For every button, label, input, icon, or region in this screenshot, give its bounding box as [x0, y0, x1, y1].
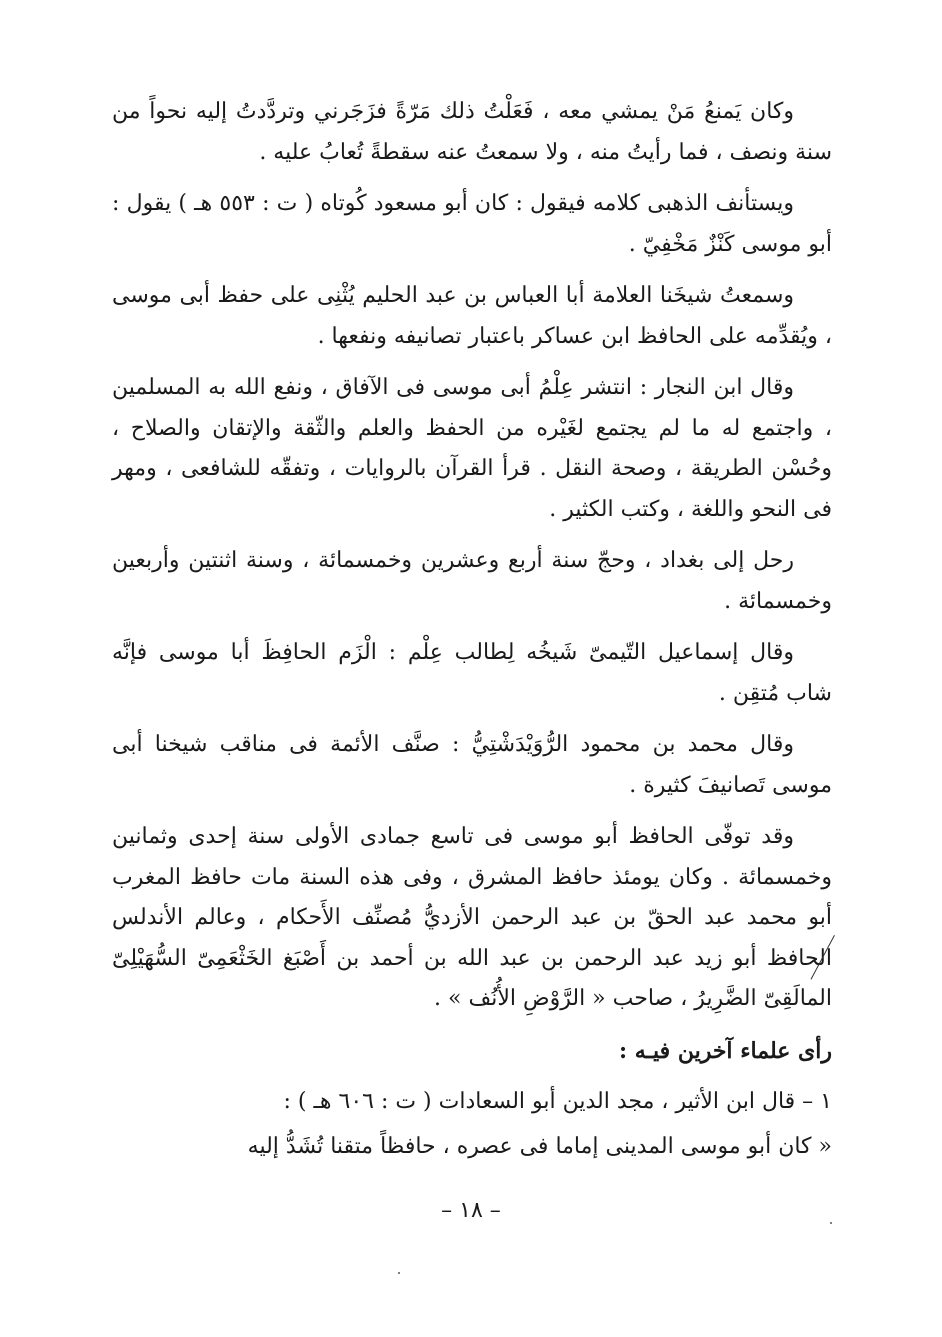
page-number: – ١٨ – [441, 1198, 501, 1223]
scan-speck [830, 1222, 832, 1224]
list-item-1: ١ – قال ابن الأثير ، مجد الدين أبو السعادات ( ت : ٦٠٦ هـ ) : [283, 1089, 832, 1114]
paragraph-2: ويستأنف الذهبى كلامه فيقول : كان أبو مسعود كُوتاه ( ت : ٥٥٣ هـ ) يقول : أبو موسى كَنْزٌ مَخْفِيّ . [112, 191, 832, 257]
paragraph-8: وقد توفّى الحافظ أبو موسى فى تاسع جمادى الأولى سنة إحدى وثمانين وخمسمائة . وكان يومئذ حافظ المشرق ، وفى هذه السنة مات حافظ المغرب أبو محمد عبد الحقّ بن عبد الرحمن الأزديُّ مُصنِّف الأَحكام ، وعالم الأندلس الحافظ أبو زيد عبد الرحمن بن عبد الله بن أحمد بن أَصْبَغ الخَثْعَمِىّ السُّهَيْلِىّ المالَقِىّ الضَّرِيرُ ، صاحب « الرَّوْضِ الأُنُف » . [112, 824, 832, 1011]
paragraph-4: وقال ابن النجار : انتشر عِلْمُ أبى موسى فى الآفاق ، ونفع الله به المسلمين ، واجتمع له ما لم يجتمع لغَيْره من الحفظ والعلم والثّقة والإتقان والصلاح ، وحُسْن الطريقة ، وصحة النقل . قرأ القرآن بالروايات ، وتفقّه للشافعى ، ومهر فى النحو واللغة ، وكتب الكثير . [112, 375, 832, 522]
paragraph-6: وقال إسماعيل التّيمىّ شَيخُه لِطالب عِلْم : الْزَم الحافِظَ أبا موسى فإنَّه شاب مُتقِن . [112, 640, 832, 706]
paragraph-1: وكان يَمنعُ مَنْ يمشي معه ، فَعَلْتُ ذلك مَرّةً فزَجَرني وتردَّدتُ إليه نحواً من سنة ونصف ، فما رأيتُ منه ، ولا سمعتُ عنه سقطةً تُعابُ عليه . [112, 99, 832, 165]
paragraph-3: وسمعتُ شيخَنا العلامة أبا العباس بن عبد الحليم يُثْنِى على حفظ أبى موسى ، ويُقدِّمه على الحافظ ابن عساكر باعتبار تصانيفه ونفعها . [112, 283, 832, 349]
scan-speck [398, 1272, 400, 1274]
paragraph-5: رحل إلى بغداد ، وحجّ سنة أربع وعشرين وخمسمائة ، وسنة اثنتين وأربعين وخمسمائة . [112, 548, 832, 614]
paragraph-7: وقال محمد بن محمود الرُّوَيْدَشْتِيُّ : صنَّف الأئمة فى مناقب شيخنا أبى موسى تَصانيفَ كثيرة . [112, 732, 832, 798]
body-text [112, 92, 832, 1171]
section-heading: رأى علماء آخرين فيـه : [618, 1037, 832, 1064]
list-item-2: « كان أبو موسى المدينى إماما فى عصره ، حافظاً متقنا تُشَدُّ إليه [247, 1133, 832, 1159]
